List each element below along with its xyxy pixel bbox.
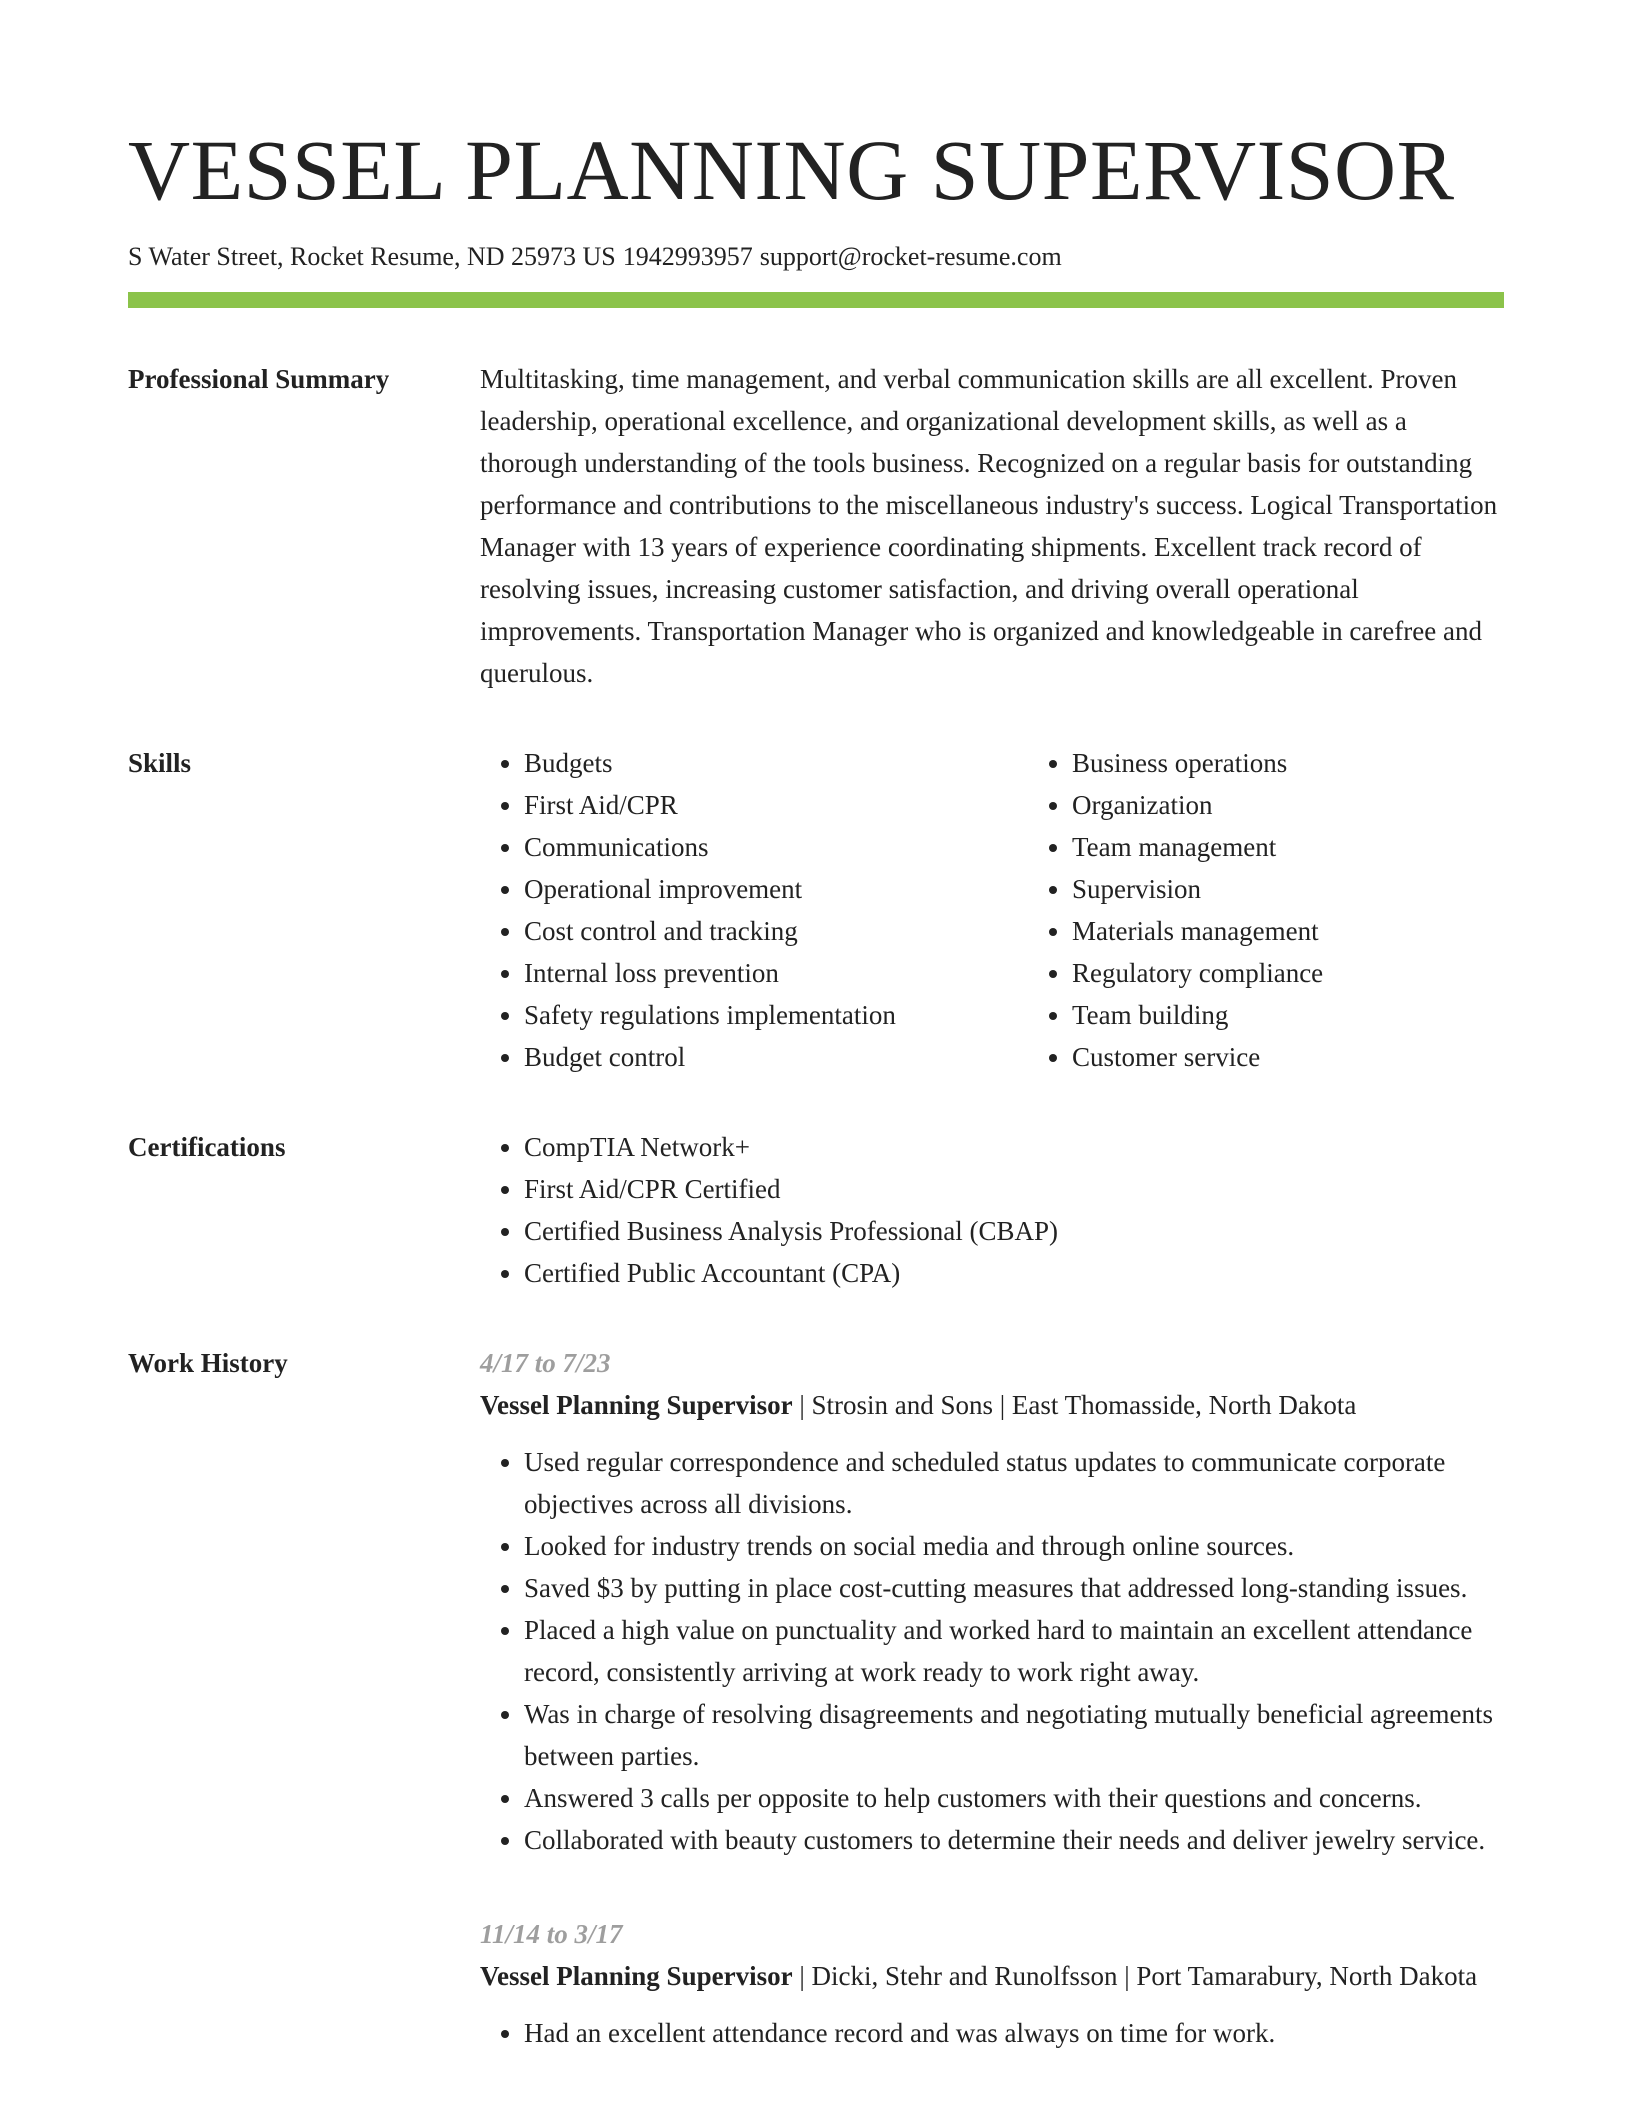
job-bullet: • Used regular correspondence and scheduled status updates to communicate corporate objectives across all divisions. bbox=[524, 1441, 1504, 1525]
skill-item: • Internal loss prevention bbox=[524, 952, 1028, 994]
skills-list-right bbox=[1028, 742, 1576, 1078]
certification-item: • Certified Business Analysis Professional (CBAP) bbox=[524, 1210, 1504, 1252]
job-bullet: • Collaborated with beauty customers to determine their needs and deliver jewelry service. bbox=[524, 1819, 1504, 1861]
skills-body bbox=[480, 742, 1576, 1078]
summary-text: Multitasking, time management, and verbal communication skills are all excellent. Proven leadership, operational excellence, and organizational development skills, as well as a thorough understanding of the tools business. Recognized on a regular basis for outstanding performance and contributions to the miscellaneous industry's success. Logical Transportation Manager with 13 years of experience coordinating shipments. Excellent track record of resolving issues, increasing customer satisfaction, and driving overall operational improvements. Transportation Manager who is organized and knowledgeable in carefree and querulous. bbox=[480, 364, 1498, 688]
skill-item: • Cost control and tracking bbox=[524, 910, 1028, 952]
contact-address: S Water Street, Rocket Resume, ND 25973 US bbox=[128, 242, 616, 271]
skill-item: • Communications bbox=[524, 826, 1028, 868]
job-bullet: • Placed a high value on punctuality and worked hard to maintain an excellent attendance record, consistently arriving at work ready to work right away. bbox=[524, 1609, 1504, 1693]
job-bullet: • Answered 3 calls per opposite to help customers with their questions and concerns. bbox=[524, 1777, 1504, 1819]
certifications-body bbox=[480, 1126, 1504, 1294]
job-heading bbox=[480, 1955, 1504, 1997]
skill-item: • Regulatory compliance bbox=[1072, 952, 1576, 994]
job-heading bbox=[480, 1384, 1504, 1426]
summary-section bbox=[128, 358, 1504, 694]
certifications-section bbox=[128, 1126, 1504, 1294]
job-bullet: • Looked for industry trends on social media and through online sources. bbox=[524, 1525, 1504, 1567]
job-details: | Dicki, Stehr and Runolfsson | Port Tamarabury, North Dakota bbox=[792, 1961, 1478, 1991]
skill-item: • Business operations bbox=[1072, 742, 1576, 784]
job-bullets bbox=[480, 2012, 1504, 2054]
job-dates: 4/17 to 7/23 bbox=[480, 1348, 611, 1378]
skill-item: • Supervision bbox=[1072, 868, 1576, 910]
skill-item: • Budgets bbox=[524, 742, 1028, 784]
job-bullet: • Had an excellent attendance record and was always on time for work. bbox=[524, 2012, 1504, 2054]
skill-item: • First Aid/CPR bbox=[524, 784, 1028, 826]
job-details: | Strosin and Sons | East Thomasside, North Dakota bbox=[792, 1390, 1357, 1420]
job-bullet: • Saved $3 by putting in place cost-cutting measures that addressed long-standing issues. bbox=[524, 1567, 1504, 1609]
job-title: Vessel Planning Supervisor bbox=[480, 1961, 793, 1991]
summary-heading: Professional Summary bbox=[128, 364, 390, 394]
job-title: Vessel Planning Supervisor bbox=[480, 1390, 793, 1420]
work-history-heading: Work History bbox=[128, 1348, 288, 1378]
skill-item: • Team building bbox=[1072, 994, 1576, 1036]
job-entry bbox=[480, 1342, 1504, 1861]
skill-item: • Organization bbox=[1072, 784, 1576, 826]
contact-line bbox=[128, 240, 1504, 274]
certifications-heading: Certifications bbox=[128, 1132, 286, 1162]
contact-email: support@rocket-resume.com bbox=[759, 242, 1062, 271]
skill-item: • Safety regulations implementation bbox=[524, 994, 1028, 1036]
skill-item: • Budget control bbox=[524, 1036, 1028, 1078]
skill-item: • Operational improvement bbox=[524, 868, 1028, 910]
summary-body bbox=[480, 358, 1504, 694]
certification-item: • CompTIA Network+ bbox=[524, 1126, 1504, 1168]
skills-section bbox=[128, 742, 1504, 1078]
certification-item: • Certified Public Accountant (CPA) bbox=[524, 1252, 1504, 1294]
skills-heading: Skills bbox=[128, 748, 192, 778]
contact-phone: 1942993957 bbox=[622, 242, 753, 271]
skill-item: • Materials management bbox=[1072, 910, 1576, 952]
certification-item: • First Aid/CPR Certified bbox=[524, 1168, 1504, 1210]
header-divider bbox=[128, 292, 1504, 308]
job-dates: 11/14 to 3/17 bbox=[480, 1919, 623, 1949]
job-entry bbox=[480, 1913, 1504, 2054]
page-title: VESSEL PLANNING SUPERVISOR bbox=[128, 122, 1455, 218]
work-history-section bbox=[128, 1342, 1504, 2106]
job-bullets bbox=[480, 1441, 1504, 1861]
skills-list-left bbox=[480, 742, 1028, 1078]
certifications-list bbox=[480, 1126, 1504, 1294]
work-history-body bbox=[480, 1342, 1504, 2106]
skill-item: • Team management bbox=[1072, 826, 1576, 868]
job-bullet: • Was in charge of resolving disagreements and negotiating mutually beneficial agreements between parties. bbox=[524, 1693, 1504, 1777]
skill-item: • Customer service bbox=[1072, 1036, 1576, 1078]
